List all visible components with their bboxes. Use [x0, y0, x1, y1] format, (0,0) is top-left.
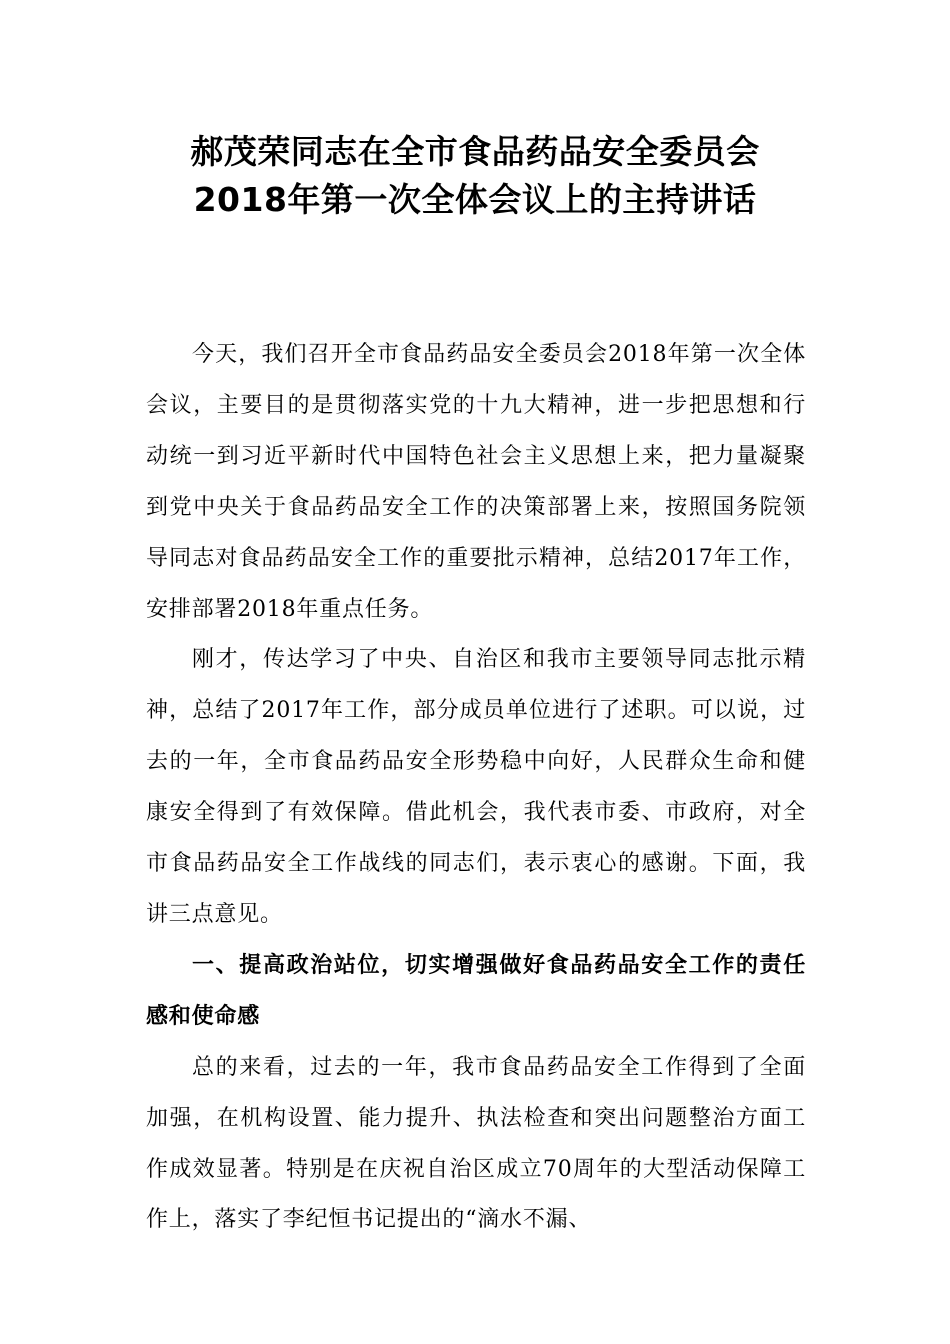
document-title: [0, 128, 950, 224]
title-line-1: 郝茂荣同志在全市食品药品安全委员会: [190, 132, 760, 171]
title-line-2: 2018年第一次全体会议上的主持讲话: [193, 180, 757, 219]
document-body: [146, 330, 806, 1246]
paragraph-2: 刚才，传达学习了中央、自治区和我市主要领导同志批示精神，总结了2017年工作，部分成员单位进行了述职。可以说，过去的一年，全市食品药品安全形势稳中向好，人民群众生命和健康安全得到了有效保障。借此机会，我代表市委、市政府，对全市食品药品安全工作战线的同志们，表示衷心的感谢。下面，我讲三点意见。: [146, 647, 806, 927]
paragraph-3: 总的来看，过去的一年，我市食品药品安全工作得到了全面加强，在机构设置、能力提升、执法检查和突出问题整治方面工作成效显著。特别是在庆祝自治区成立70周年的大型活动保障工作上，落实了李纪恒书记提出的“滴水不漏、: [146, 1054, 806, 1233]
paragraph-1: 今天，我们召开全市食品药品安全委员会2018年第一次全体会议，主要目的是贯彻落实党的十九大精神，进一步把思想和行动统一到习近平新时代中国特色社会主义思想上来，把力量凝聚到党中央关于食品药品安全工作的决策部署上来，按照国务院领导同志对食品药品安全工作的重要批示精神，总结2017年工作，安排部署2018年重点任务。: [146, 342, 806, 622]
section-heading-1: 一、提高政治站位，切实增强做好食品药品安全工作的责任感和使命感: [146, 952, 806, 1029]
